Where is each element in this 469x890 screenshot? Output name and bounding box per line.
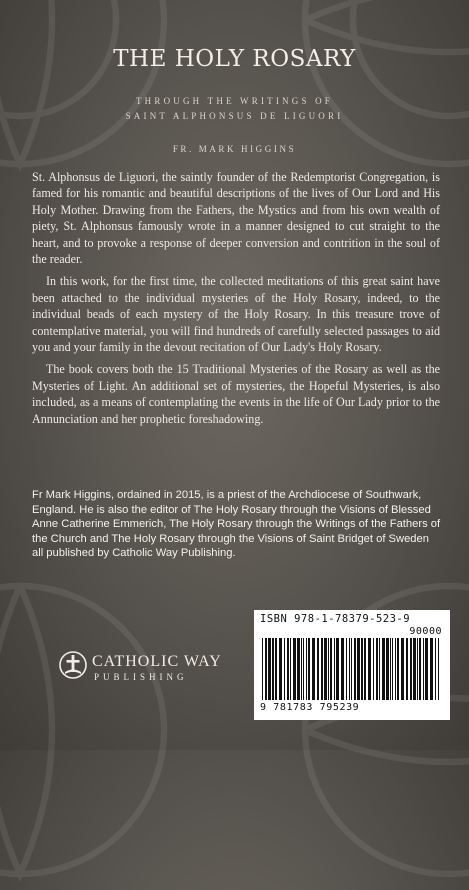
barcode-bar (321, 638, 323, 700)
barcode-bar (430, 638, 433, 700)
barcode-bar (268, 638, 271, 700)
barcode-bar (284, 638, 285, 700)
bio-text: is a priest of the Archdiocese of Southwark, England. He is also the editor of The Holy Rosary through the Visions of Blessed Anne Catherine Emmerich, The Holy Rosary through the Writings of the Fathers of the Church and The Holy Rosary through the Visions of Saint Bridget of Sweden all published by Catholic Way Publishing. (32, 489, 441, 560)
barcode-bar (417, 638, 418, 700)
barcode-bar (390, 638, 391, 700)
price-code: 90000 (409, 626, 442, 637)
isbn-barcode (254, 610, 450, 720)
barcode-bar (354, 638, 356, 700)
barcode-bar (361, 638, 363, 700)
barcode-bar (395, 638, 396, 700)
book-description (32, 169, 440, 433)
barcode-bar (382, 638, 385, 700)
barcode-bar (324, 638, 327, 700)
barcode-bar (357, 638, 360, 700)
publisher-logo (58, 650, 268, 700)
barcode-bar (376, 638, 378, 700)
barcode-digits: 9 781783 795239 (260, 702, 360, 713)
barcode-bar (386, 638, 389, 700)
barcode-bar (330, 638, 332, 700)
barcode-bar (379, 638, 380, 700)
barcode-bar (272, 638, 274, 700)
description-paragraph: The book covers both the 15 Traditional Mysteries of the Rosary as well as the Mysteries of Light. An additional set of mysteries, the Hopeful Mysteries, is also included, as a means of contemplating the events in the life of Our Lady prior to the Annunciation and her prophetic foreshadowing. (32, 362, 440, 426)
barcode-bar (406, 638, 408, 700)
decorative-flourish (0, 570, 180, 890)
barcode-bar (317, 638, 319, 700)
barcode-bar (265, 638, 267, 700)
barcode-bar (301, 638, 302, 700)
barcode-bar (397, 638, 399, 700)
subtitle-line-2: SAINT ALPHONSUS DE LIGUORI (125, 111, 344, 121)
barcode-bar (425, 638, 428, 700)
barcode-bar (410, 638, 412, 700)
barcode-bar (401, 638, 404, 700)
barcode-bar (368, 638, 371, 700)
publisher-subname: PUBLISHING (94, 672, 188, 682)
barcode-bar (279, 638, 282, 700)
barcode-bar (306, 638, 307, 700)
bio-author-name: Fr Mark Higgins (32, 489, 111, 501)
barcode-bar (290, 638, 291, 700)
barcode-bar (336, 638, 339, 700)
barcode-bar (303, 638, 304, 700)
barcode-bar (328, 638, 329, 700)
barcode-bar (341, 638, 344, 700)
barcode-bar (262, 638, 263, 700)
subtitle-line-1: THROUGH THE WRITINGS OF (135, 96, 334, 106)
barcode-bar (351, 638, 352, 700)
description-paragraph: In this work, for the first time, the collected meditations of this great saint have been attached to the individual mysteries of the Holy Rosary, indeed, to the individual beads of each mystery of the Holy Rosary. In this treasure trove of contemplative material, you will find hundreds of carefully selected passages to aid you and your family in the devout recitation of Our Lady's Holy Rosary. (32, 274, 440, 355)
publisher-name: CATHOLIC WAY (92, 653, 222, 670)
bio-ordained: , ordained in 2015, (110, 489, 204, 501)
barcode-bar (373, 638, 374, 700)
barcode-bar (423, 638, 424, 700)
barcode-bar (297, 638, 300, 700)
barcode-bar (275, 638, 277, 700)
barcode-bar (349, 638, 350, 700)
barcode-bar (392, 638, 393, 700)
barcode-bar (364, 638, 366, 700)
description-paragraph: St. Alphonsus de Liguori, the saintly founder of the Redemptorist Congregation, is famed for his romantic and beautiful descriptions of the lives of Our Lord and His Holy Mother. Drawing from the Fathers, the Mystics and from his own wealth of piety, St. Alphonsus famously wrote in a manner designed to cut straight to the heart, and to provoke a response of deeper conversion and contrition in the soul of the reader. (32, 170, 440, 267)
isbn-label: ISBN 978-1-78379-523-9 (260, 613, 411, 625)
barcode-bar (346, 638, 347, 700)
barcode-bar (308, 638, 310, 700)
barcode-bar (435, 638, 436, 700)
barcode-bar (334, 638, 335, 700)
barcode-bar (293, 638, 296, 700)
book-title: THE HOLY ROSARY (113, 46, 356, 72)
barcode-bar (438, 638, 439, 700)
barcode-bars (262, 638, 442, 700)
author-name: FR. MARK HIGGINS (172, 144, 297, 154)
barcode-bar (312, 638, 315, 700)
barcode-bar (419, 638, 421, 700)
publisher-emblem-icon (58, 650, 88, 680)
barcode-bar (413, 638, 416, 700)
author-bio (32, 488, 442, 561)
barcode-bar (287, 638, 289, 700)
